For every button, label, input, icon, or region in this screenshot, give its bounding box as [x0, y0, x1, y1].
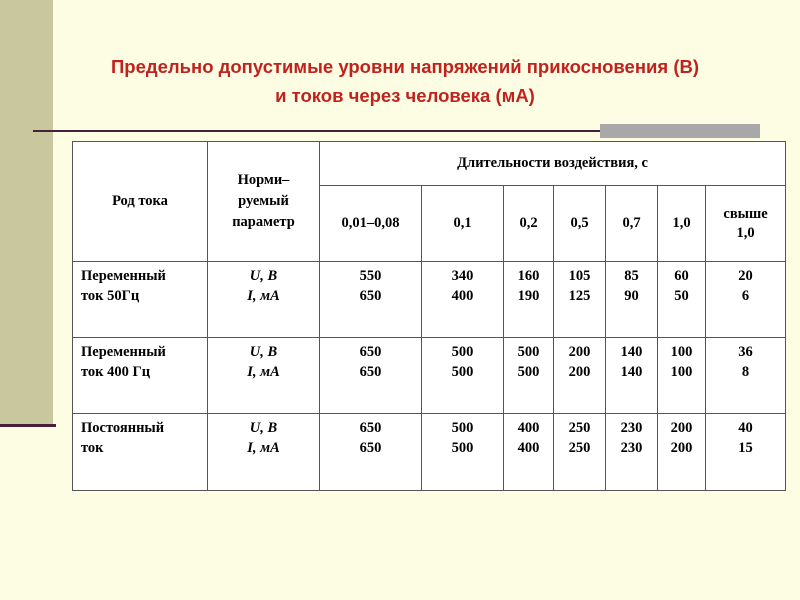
header-duration-over [706, 186, 786, 262]
value-cell [422, 262, 504, 338]
param-i: I, мА [247, 288, 280, 304]
value-i: 400 [517, 440, 540, 456]
param-u: U, B [249, 344, 278, 360]
value-cell [706, 338, 786, 414]
row-params [208, 414, 320, 491]
row-label-line2: ток [81, 440, 104, 456]
value-u: 340 [451, 268, 474, 284]
row-label [73, 262, 208, 338]
value-i: 90 [624, 288, 639, 304]
row-params [208, 338, 320, 414]
value-i: 500 [451, 364, 474, 380]
value-cell [658, 414, 706, 491]
param-u: U, B [249, 268, 278, 284]
row-params [208, 262, 320, 338]
header-over-line2: 1,0 [736, 224, 755, 241]
header-current-type: Род тока [73, 142, 208, 262]
value-u: 200 [670, 420, 693, 436]
value-i: 8 [741, 364, 750, 380]
header-duration: 1,0 [658, 186, 706, 262]
row-label-line1: Постоянный [81, 420, 165, 436]
value-cell [422, 414, 504, 491]
table-row [73, 338, 786, 414]
value-u: 85 [624, 268, 639, 284]
value-cell [706, 414, 786, 491]
value-u: 550 [359, 268, 382, 284]
value-i: 650 [359, 364, 382, 380]
title-line-2: и токов через человека (мА) [275, 85, 535, 106]
value-i: 50 [674, 288, 689, 304]
title-line-1: Предельно допустимые уровни напряжений прикосновения (В) [110, 56, 700, 77]
value-i: 140 [620, 364, 643, 380]
row-label [73, 414, 208, 491]
value-cell [658, 338, 706, 414]
value-cell [320, 414, 422, 491]
value-u: 100 [670, 344, 693, 360]
value-cell [606, 262, 658, 338]
decorative-gray-bar [600, 124, 760, 138]
param-u: U, B [249, 420, 278, 436]
left-band-divider [0, 424, 56, 427]
header-duration: 0,7 [606, 186, 658, 262]
header-parameter-line1: Норми– [237, 172, 290, 188]
value-i: 125 [568, 288, 591, 304]
value-u: 160 [517, 268, 540, 284]
value-i: 200 [568, 364, 591, 380]
value-u: 500 [451, 420, 474, 436]
value-i: 650 [359, 440, 382, 456]
value-u: 60 [674, 268, 689, 284]
value-i: 650 [359, 288, 382, 304]
value-i: 250 [568, 440, 591, 456]
param-i: I, мА [247, 364, 280, 380]
value-i: 230 [620, 440, 643, 456]
value-i: 100 [670, 364, 693, 380]
header-durations-group: Длительности воздействия, с [320, 142, 786, 186]
header-parameter-line2: руемый [238, 193, 289, 209]
limits-table [72, 141, 786, 491]
value-i: 500 [451, 440, 474, 456]
header-over-line1: свыше [723, 205, 768, 222]
value-u: 140 [620, 344, 643, 360]
value-cell [422, 338, 504, 414]
value-u: 650 [359, 420, 382, 436]
row-label-line2: ток 50Гц [81, 288, 140, 304]
slide-title [40, 52, 770, 110]
header-parameter-line3: параметр [232, 214, 295, 230]
value-cell [554, 262, 606, 338]
value-cell [504, 262, 554, 338]
value-cell [606, 414, 658, 491]
value-u: 500 [517, 344, 540, 360]
row-label-line1: Переменный [81, 268, 166, 284]
value-cell [504, 338, 554, 414]
value-u: 20 [738, 268, 753, 284]
value-u: 500 [451, 344, 474, 360]
header-duration: 0,2 [504, 186, 554, 262]
value-i: 190 [517, 288, 540, 304]
row-label [73, 338, 208, 414]
value-u: 250 [568, 420, 591, 436]
header-duration: 0,01–0,08 [320, 186, 422, 262]
value-u: 40 [738, 420, 753, 436]
value-i: 500 [517, 364, 540, 380]
value-i: 15 [738, 440, 753, 456]
value-i: 6 [741, 288, 750, 304]
value-i: 400 [451, 288, 474, 304]
header-duration: 0,1 [422, 186, 504, 262]
value-cell [320, 338, 422, 414]
value-u: 650 [359, 344, 382, 360]
value-u: 230 [620, 420, 643, 436]
value-cell [554, 414, 606, 491]
header-duration: 0,5 [554, 186, 606, 262]
table-row [73, 414, 786, 491]
table-row [73, 262, 786, 338]
value-cell [658, 262, 706, 338]
value-u: 200 [568, 344, 591, 360]
param-i: I, мА [247, 440, 280, 456]
value-cell [554, 338, 606, 414]
value-cell [706, 262, 786, 338]
value-cell [320, 262, 422, 338]
value-i: 200 [670, 440, 693, 456]
row-label-line2: ток 400 Гц [81, 364, 151, 380]
value-u: 400 [517, 420, 540, 436]
value-u: 36 [738, 344, 753, 360]
header-parameter [208, 142, 320, 262]
row-label-line1: Переменный [81, 344, 166, 360]
value-u: 105 [568, 268, 591, 284]
value-cell [606, 338, 658, 414]
value-cell [504, 414, 554, 491]
